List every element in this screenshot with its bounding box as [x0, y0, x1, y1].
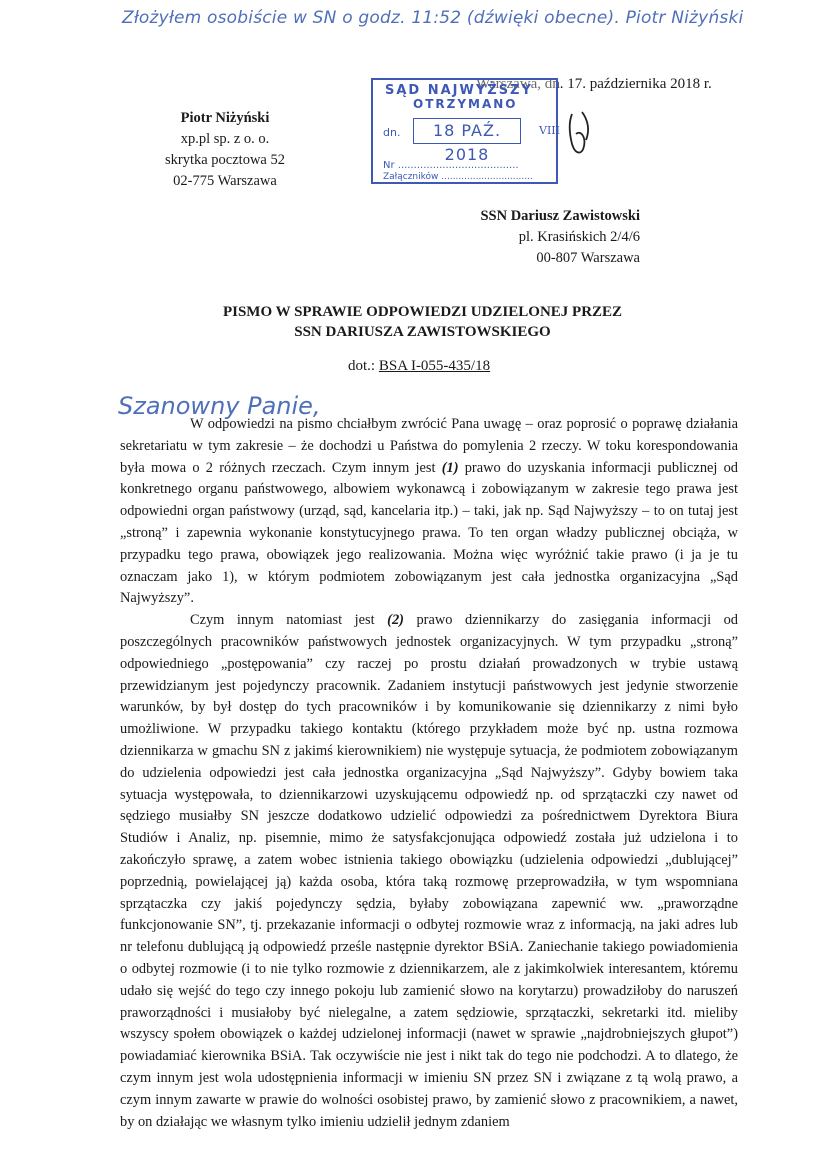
- handwritten-signature-icon: [566, 110, 594, 160]
- stamp-court-name: SĄD NAJWYŻSZY: [385, 83, 533, 98]
- paragraph-1-text-b: prawo do uzyskania informacji publicznej od konkretnego organu państwowego, albowiem wykonawcą i zobowiązanym w zakresie tego prawa jest odpowiedni organ państwowy (urząd, sąd, kancelaria itp.) – taki, jak np. Sąd Najwyższy – to on tutaj jest „stroną” i zapewnia wykonanie konstytucyjnego prawa. To ten organ władzy publicznej obciąża, w przypadku tego prawa, obowiązek jego realizowania. Można więc wyróżnić takie prawo (i ja je tu oznaczam jako 1), w którym podmiotem zobowiązanym jest cała jednostka organizacyjna „Sąd Najwyższy”.: [120, 459, 739, 607]
- stamp-date: 18 PAŹ. 2018: [413, 118, 521, 144]
- handwritten-receipt-note: Złożyłem osobiście w SN o godz. 11:52 (dźwięki obecne). Piotr Niżyński: [122, 8, 744, 28]
- stamp-dn-label: dn.: [383, 126, 401, 139]
- recipient-name: SSN Dariusz Zawistowski: [480, 208, 640, 224]
- paragraph-2-text-b: prawo dziennikarzy do zasięgania informacji od poszczególnych pracowników państwowych jednostek organizacyjnych. W tym przypadku „stroną” odpowiedniego „postępowania” czy raczej po prostu działań prowadzonych w trybie ustawą przewidzianym jest pojedynczy pracownik. Zadaniem instytucji państwowych jest jedynie stworzenie warunków, by był dostęp do tych pracowników i by komunikowanie się dziennikarzy z nimi było umożliwione. W przypadku takiego kontaktu (którego przykładem może być np. ustna rozmowa dziennikarza w gmachu SN z jakimś kierownikiem) nie występuje sytuacja, że podmiotem zobowiązanym do udzielenia odpowiedzi jest cała jednostka organizacyjna „Sąd Najwyższy”. Gdyby bowiem taka sytuacja występowała, to dziennikarzowi uzyskującemu odpowiedź np. od sprzątaczki czy nawet od sędziego musiałby SN jeszcze dodatkowo udzielić odpowiedzi za pośrednictwem Dyrektora Biura Studiów i Analiz, np. pisemnie, mimo że satysfakcjonująca odpowiedź została już udzielona i to zakończyło sprawę, a zatem wobec istnienia takiego obowiązku (udzielenia odpowiedzi „dublującej” poprzednią, powielającej ją) każda osoba, która taką rozmowę przeprowadziła, w tym wspomniana sprzątaczka czy jakiś pojedynczy sędzia, byłaby zobowiązana zapewnić ww. „praworządne funkcjonowanie SN”, tj. przekazanie informacji o odbytej rozmowie wraz z informacją, na jaki adres lub nr telefonu dublującą ją odpowiedź prześle następnie dyrektor BSiA. Zaniechanie takiego powiadomienia o odbytej rozmowie (i to nie tylko rozmowie z dziennikarzem, ale z jakimkolwiek interesantem, któremu udało się wejść do tego czy innego pokoju lub zamienić słowo na korytarzu) prowadziłoby do naruszeń praworządności i musiałoby być nielegalne, a zatem sędziowie, sprzątaczki, sekretarki itd. mieliby wszyscy społem obowiązek o każdej udzielonej informacji (nawet w sprawie „najdrobniejszych głupot”) powiadamiać kierownika BSiA. Tak oczywiście nie jest i nikt tak do tego nie podchodzi. A to dlatego, że czym innym jest wola udostępnienia informacji w imieniu SN przez SN i związane z tą wolą prawo, a czym innym zawarte w prawie do wolności osobistej prawo, by zamienić słowo z pracownikiem, a nawet, by on działając we własnym tylko imieniu udzielił jednym zdaniem: [120, 612, 738, 1130]
- stamp-nr-line: Nr ......................................: [383, 160, 519, 171]
- sender-po-box: skrytka pocztowa 52: [165, 152, 285, 168]
- paragraph-2-marker: (2): [387, 612, 404, 629]
- stamp-attachments-line: Załączników ................................: [383, 172, 533, 182]
- paragraph-1-text-a: W odpowiedzi na pismo chciałbym zwrócić Pana uwagę – oraz poprosić o poprawę działania sekretariatu w tym zakresie – że dochodzi u Państwa do pomylenia 2 rzeczy. W toku korespondowania była mowa o 2 różnych rzeczach. Czym innym jest: [120, 416, 738, 476]
- paragraph-2: [120, 610, 738, 1133]
- received-stamp: [371, 78, 558, 184]
- recipient-block: [468, 206, 640, 269]
- sender-block: [140, 108, 310, 192]
- reference-label: dot.:: [348, 358, 376, 374]
- handwritten-greeting: Szanowny Panie,: [118, 392, 321, 420]
- place-and-date: Warszawa, dn. 17. października 2018 r.: [476, 76, 712, 92]
- reference-code: BSA I-055-435/18: [378, 358, 491, 374]
- letter-body: [120, 414, 738, 1133]
- sender-company: xp.pl sp. z o. o.: [180, 131, 270, 147]
- sender-city: 02-775 Warszawa: [173, 173, 277, 189]
- recipient-city: 00-807 Warszawa: [536, 250, 640, 266]
- letter-title-line-2: SSN DARIUSZA ZAWISTOWSKIEGO: [294, 324, 551, 340]
- letter-title: [150, 302, 695, 342]
- paragraph-2-text-a: Czym innym natomiast jest: [190, 612, 388, 629]
- paragraph-1-marker: (1): [441, 459, 459, 476]
- paragraph-1: [120, 414, 738, 610]
- letter-title-line-1: PISMO W SPRAWIE ODPOWIEDZI UDZIELONEJ PRZEZ: [222, 304, 623, 320]
- stamp-received-label: OTRZYMANO: [413, 97, 518, 111]
- sender-name: Piotr Niżyński: [180, 110, 270, 126]
- recipient-street: pl. Krasińskich 2/4/6: [518, 229, 640, 245]
- stamp-roman-numeral: VIII: [539, 124, 560, 137]
- case-reference: [348, 358, 490, 375]
